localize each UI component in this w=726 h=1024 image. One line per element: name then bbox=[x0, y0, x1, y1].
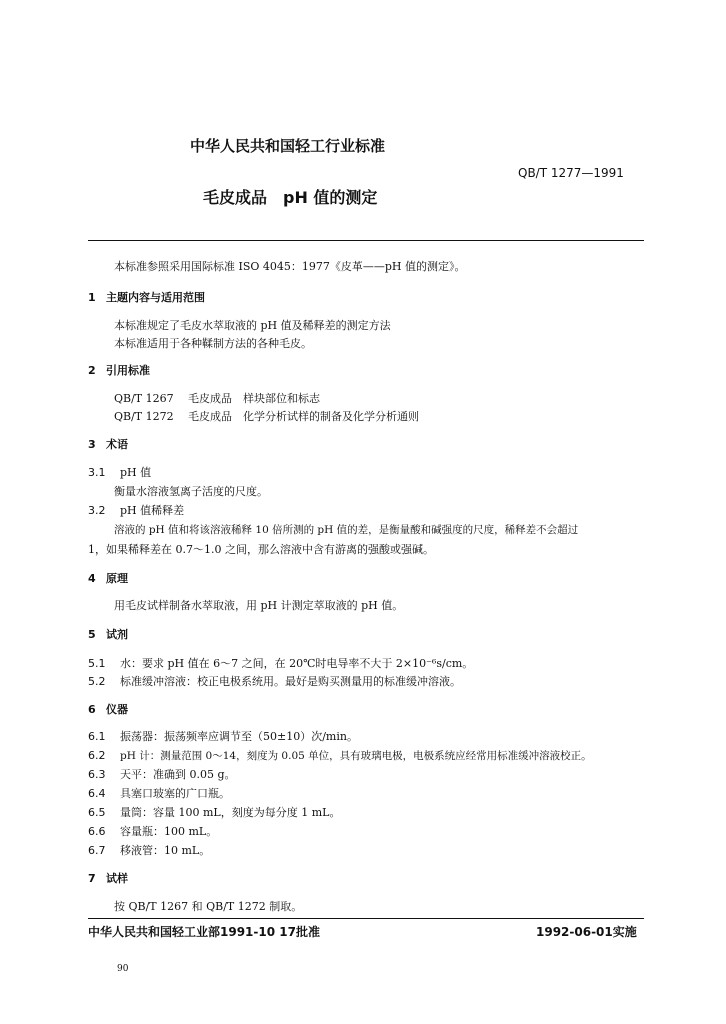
sec6-item-text: 具塞口玻塞的广口瓶。 bbox=[120, 787, 230, 800]
sec5-1-number: 5.1 bbox=[88, 657, 106, 670]
sec5-title: 试剂 bbox=[106, 628, 128, 641]
standard-code: QB/T 1277—1991 bbox=[518, 166, 624, 180]
document-title: 毛皮成品 pH 值的测定 bbox=[203, 188, 378, 207]
sec6-number: 6 bbox=[88, 703, 96, 716]
sec4-para1: 用毛皮试样制备水萃取液，用 pH 计测定萃取液的 pH 值。 bbox=[114, 599, 404, 612]
sec7-title: 试样 bbox=[106, 872, 128, 885]
sec6-item-number: 6.5 bbox=[88, 806, 106, 819]
implementation-date: 1992-06-01实施 bbox=[536, 925, 637, 939]
sec2-number: 2 bbox=[88, 364, 96, 377]
sec1-para2: 本标准适用于各种鞣制方法的各种毛皮。 bbox=[114, 337, 312, 350]
sec7-para1: 按 QB/T 1267 和 QB/T 1272 制取。 bbox=[114, 900, 303, 913]
sec6-item-number: 6.3 bbox=[88, 768, 106, 781]
sec3-2-definition-line2: 1，如果稀释差在 0.7～1.0 之间，那么溶液中含有游离的强酸或强碱。 bbox=[88, 543, 434, 556]
sec6-item-text: pH 计：测量范围 0～14，刻度为 0.05 单位，具有玻璃电极，电极系统应经常用标准缓冲溶液校正。 bbox=[120, 750, 592, 762]
sec3-title: 术语 bbox=[106, 438, 128, 451]
sec6-title: 仪器 bbox=[106, 703, 128, 716]
sec5-1-text: 水：要求 pH 值在 6～7 之间，在 20℃时电导率不大于 2×10⁻⁶s/cm。 bbox=[120, 657, 474, 670]
ref1-text: 毛皮成品 样块部位和标志 bbox=[188, 392, 320, 405]
sec1-para1: 本标准规定了毛皮水萃取液的 pH 值及稀释差的测定方法 bbox=[114, 319, 391, 332]
sec6-item-text: 天平：准确到 0.05 g。 bbox=[120, 768, 236, 781]
sec3-1-number: 3.1 bbox=[88, 466, 106, 479]
ref1-code: QB/T 1267 bbox=[114, 392, 174, 405]
sec6-item-number: 6.2 bbox=[88, 749, 106, 762]
sec6-item-number: 6.4 bbox=[88, 787, 106, 800]
sec1-title: 主题内容与适用范围 bbox=[106, 291, 205, 304]
standard-body-title: 中华人民共和国轻工行业标准 bbox=[190, 137, 386, 155]
sec6-item-text: 振荡器：振荡频率应调节至（50±10）次/min。 bbox=[120, 730, 358, 743]
sec3-2-title: pH 值稀释差 bbox=[120, 504, 185, 517]
approval-line: 中华人民共和国轻工业部1991-10 17批准 bbox=[88, 925, 320, 939]
sec3-1-definition: 衡量水溶液氢离子活度的尺度。 bbox=[114, 485, 268, 498]
sec6-item-text: 量筒：容量 100 mL，刻度为每分度 1 mL。 bbox=[120, 806, 341, 819]
sec6-item-number: 6.1 bbox=[88, 730, 106, 743]
sec3-2-number: 3.2 bbox=[88, 504, 106, 517]
ref2-text: 毛皮成品 化学分析试样的制备及化学分析通则 bbox=[188, 410, 419, 423]
sec6-item-text: 容量瓶：100 mL。 bbox=[120, 825, 218, 838]
intro-text: 本标准参照采用国际标准 ISO 4045：1977《皮革——pH 值的测定》。 bbox=[114, 260, 466, 273]
sec1-number: 1 bbox=[88, 291, 96, 304]
sec6-item-number: 6.6 bbox=[88, 825, 106, 838]
sec3-1-title: pH 值 bbox=[120, 466, 152, 479]
sec6-item-number: 6.7 bbox=[88, 844, 106, 857]
ref2-code: QB/T 1272 bbox=[114, 410, 174, 423]
header-rule bbox=[88, 240, 644, 241]
sec5-2-number: 5.2 bbox=[88, 675, 106, 688]
sec5-number: 5 bbox=[88, 628, 96, 641]
page-number: 90 bbox=[117, 964, 129, 974]
sec7-number: 7 bbox=[88, 872, 96, 885]
sec4-number: 4 bbox=[88, 572, 96, 585]
sec3-2-definition-line1: 溶液的 pH 值和将该溶液稀释 10 倍所测的 pH 值的差，是衡量酸和碱强度的尺度，稀释差不会超过 bbox=[114, 524, 579, 536]
sec2-title: 引用标准 bbox=[106, 364, 150, 377]
sec3-number: 3 bbox=[88, 438, 96, 451]
sec5-2-text: 标准缓冲溶液：校正电极系统用。最好是购买测量用的标准缓冲溶液。 bbox=[120, 675, 461, 688]
footer-rule bbox=[88, 918, 644, 919]
sec6-item-text: 移液管：10 mL。 bbox=[120, 844, 211, 857]
sec4-title: 原理 bbox=[106, 572, 128, 585]
